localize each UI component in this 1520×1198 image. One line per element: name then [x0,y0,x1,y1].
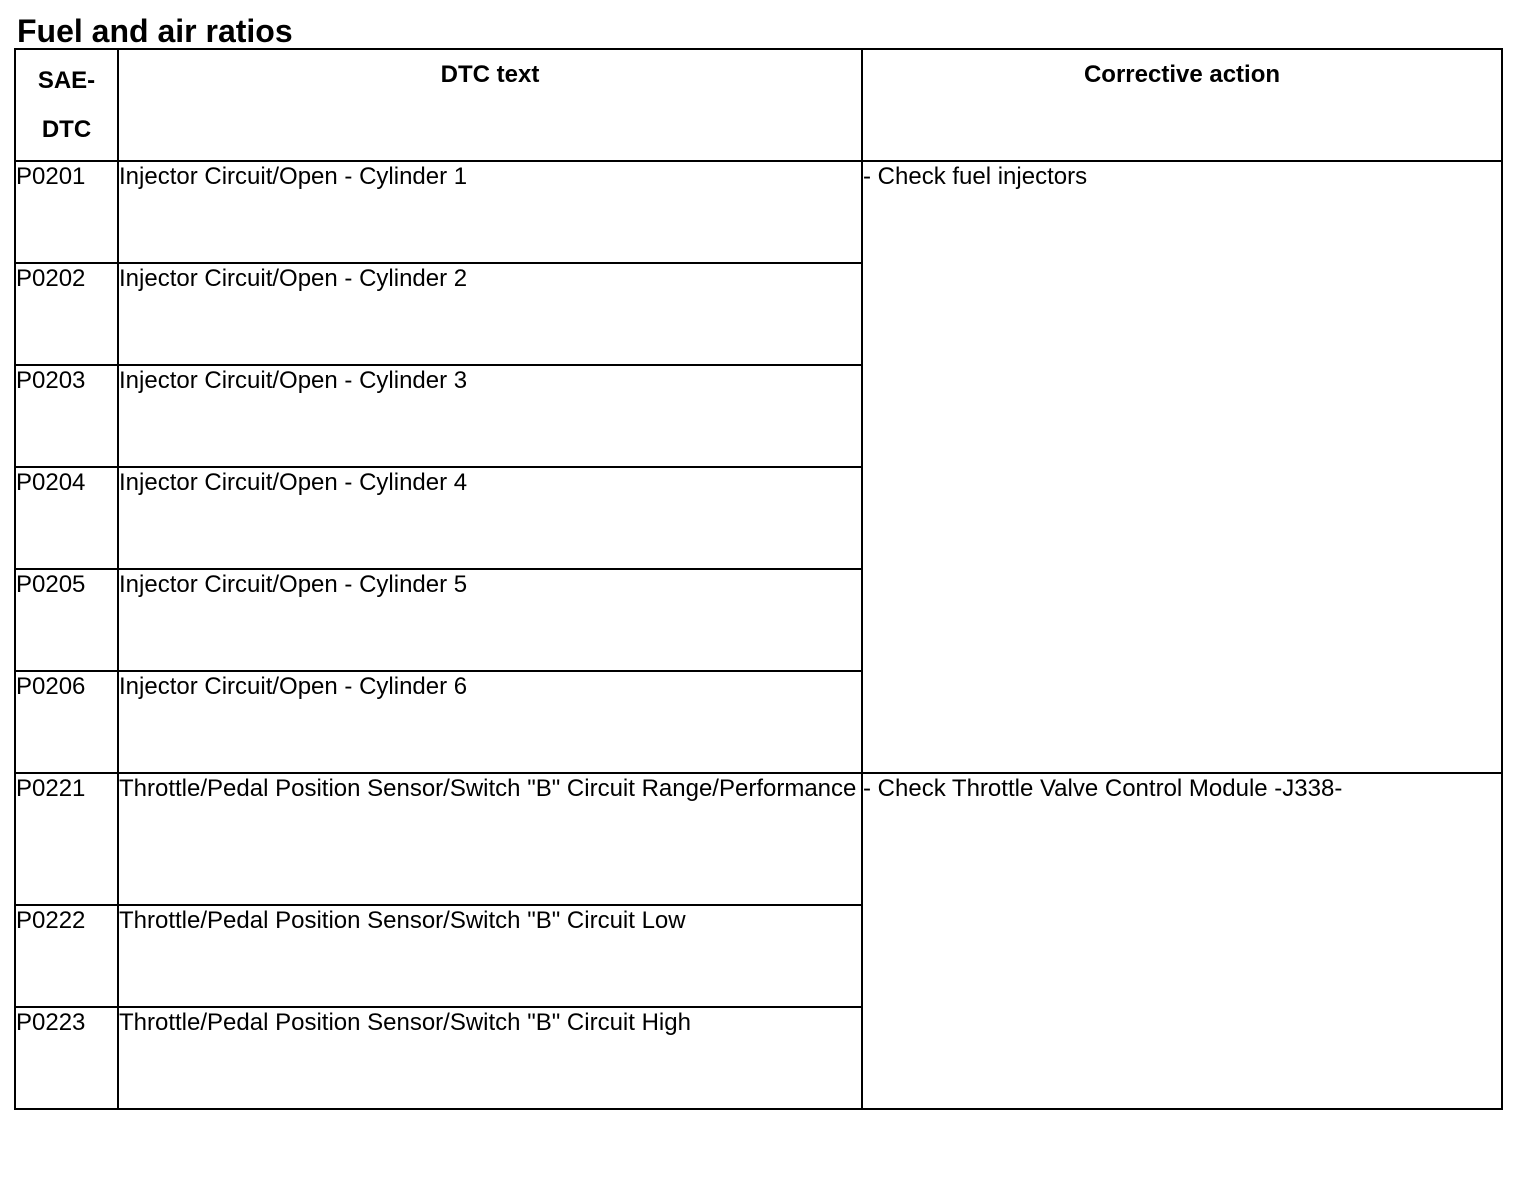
dtc-description: Injector Circuit/Open - Cylinder 5 [118,569,862,671]
table-row [15,161,1502,263]
dtc-code: P0204 [15,467,118,569]
dtc-table [14,48,1503,1110]
dtc-description: Throttle/Pedal Position Sensor/Switch "B" Circuit Low [118,905,862,1007]
dtc-code: P0203 [15,365,118,467]
table-row [15,773,1502,905]
corrective-action-injectors: - Check fuel injectors [862,161,1502,773]
dtc-description: Injector Circuit/Open - Cylinder 6 [118,671,862,773]
dtc-description: Injector Circuit/Open - Cylinder 2 [118,263,862,365]
dtc-code: P0222 [15,905,118,1007]
corrective-action-throttle: - Check Throttle Valve Control Module -J338- [862,773,1502,1109]
dtc-code: P0201 [15,161,118,263]
dtc-code: P0206 [15,671,118,773]
page-title: Fuel and air ratios [17,13,293,49]
header-sae-dtc-line1: SAE- [37,67,96,94]
dtc-description: Throttle/Pedal Position Sensor/Switch "B" Circuit Range/Performance [118,773,862,905]
dtc-code: P0223 [15,1007,118,1109]
header-sae-dtc-line2: DTC [41,116,92,143]
header-corrective-action: Corrective action [862,49,1502,161]
table-header-row [15,49,1502,161]
dtc-code: P0205 [15,569,118,671]
header-sae-dtc [15,49,118,161]
dtc-description: Injector Circuit/Open - Cylinder 4 [118,467,862,569]
header-dtc-text: DTC text [118,49,862,161]
dtc-description: Throttle/Pedal Position Sensor/Switch "B" Circuit High [118,1007,862,1109]
dtc-description: Injector Circuit/Open - Cylinder 3 [118,365,862,467]
dtc-code: P0202 [15,263,118,365]
dtc-description: Injector Circuit/Open - Cylinder 1 [118,161,862,263]
dtc-code: P0221 [15,773,118,905]
